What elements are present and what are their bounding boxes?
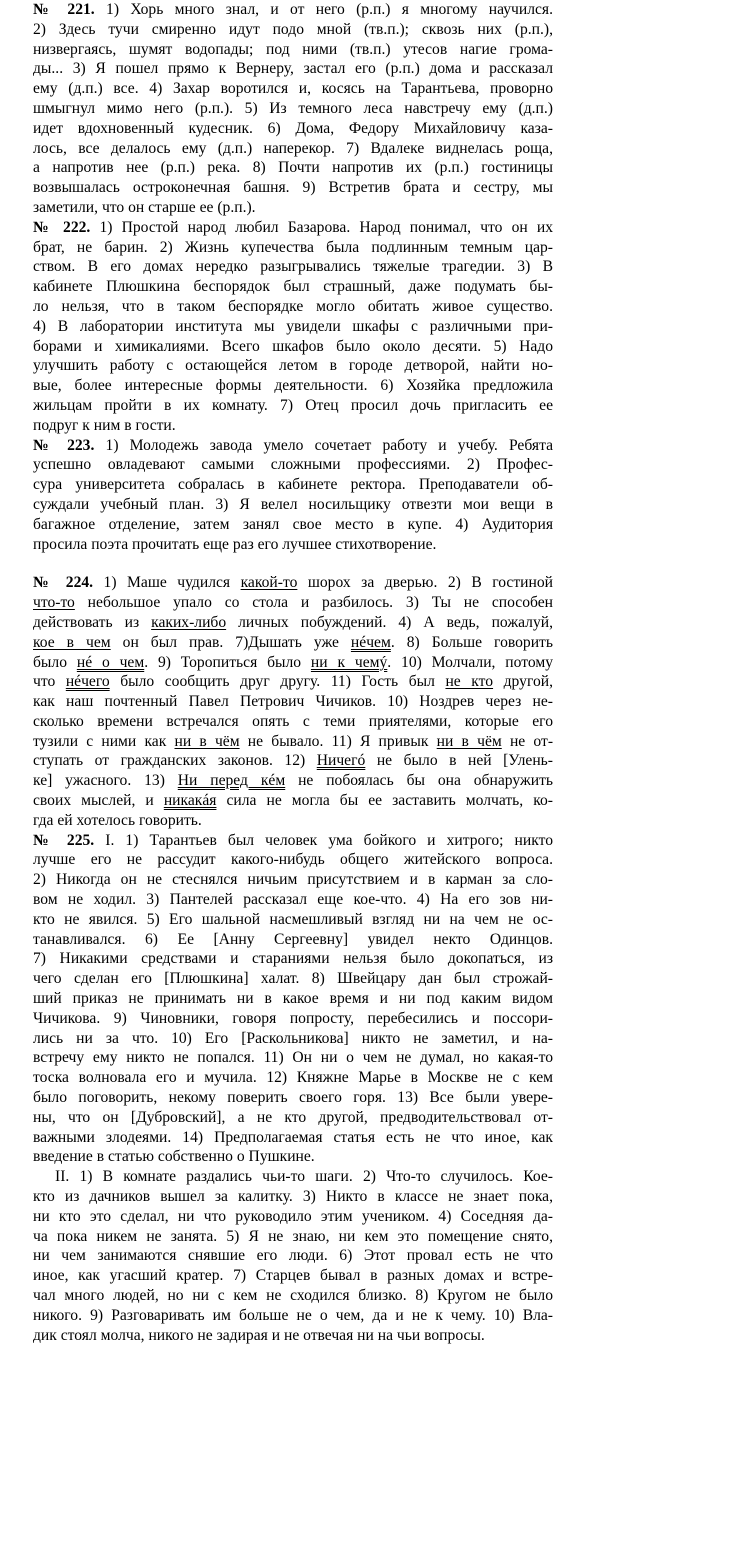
text-line: № 223. 1) Молодежь завода умело сочетает работу и учебу. Ребята	[33, 436, 553, 454]
text-line: шмыгнул мимо него (р.п.). 5) Из темного леса навстречу ему (д.п.)	[33, 99, 553, 117]
text-line: вом не ходил. 3) Пантелей рассказал еще кое-что. 4) На его зов ни-	[33, 891, 553, 909]
text-line: действовать из каких-либо личных побуждений. 4) А ведь, пожалуй,	[33, 613, 553, 631]
underlined-pronoun: ни в чём	[436, 732, 502, 750]
text-line: тоска волновала его и мучила. 12) Княжне Марье в Москве не с кем	[33, 1069, 553, 1087]
exercise-223	[33, 436, 553, 555]
exercise-number: № 225.	[33, 831, 95, 849]
exercise-225	[33, 831, 553, 1346]
text-line: Чичикова. 9) Чиновники, говоря попросту, перебесились и поссори-	[33, 1009, 553, 1027]
text-line: II. 1) В комнате раздались чьи-то шаги. 2) Что-то случилось. Кое-	[55, 1168, 553, 1186]
exercise-222	[33, 218, 553, 436]
text-line: 7) Никакими средствами и стараниями нельзя было докопаться, из	[33, 950, 553, 968]
exercise-number: № 222.	[33, 218, 91, 236]
text-line: лучше его не рассудит какого-нибудь общего житейского вопроса.	[33, 851, 553, 869]
text-line: кто из дачников вышел за калитку. 3) Никто в классе не знает пока,	[33, 1188, 553, 1206]
text-line: суждали учебный план. 3) Я велел носильщику отвезти мои вещи в	[33, 495, 553, 513]
text-line: 2) Никогда он не стеснялся ничьим присутствием и в карман за сло-	[33, 871, 553, 889]
text-line: вые, более интересные формы деятельности. 6) Хозяйка предложила	[33, 377, 553, 395]
text-line: что-то небольшое упало со стола и разбилось. 3) Ты не способен	[33, 594, 553, 612]
text-line: ды... 3) Я пошел прямо к Вернеру, застал его (р.п.) дома и рассказал	[33, 60, 553, 78]
underlined-pronoun: ни к чемý	[310, 653, 388, 671]
underlined-pronoun: каких-либо	[151, 613, 227, 631]
text-line: сура университета собралась в кабинете ректора. Преподаватели об-	[33, 476, 553, 494]
text-line: заметили, что он старше ее (р.п.).	[33, 198, 256, 216]
underlined-pronoun: какой-то	[240, 574, 298, 592]
text-line: № 224. 1) Маше чудился какой-то шорох за дверью. 2) В гостиной	[33, 574, 553, 592]
text-line: введение в статью собственно о Пушкине.	[33, 1148, 315, 1166]
text-line: кто не явился. 5) Его шальной насмешливый взгляд ни на чем не ос-	[33, 910, 553, 928]
underlined-pronoun: нéчем	[350, 633, 391, 651]
text-line: а напротив нее (р.п.) река. 8) Почти напротив их (р.п.) гостиницы	[33, 159, 553, 177]
text-line: ему (д.п.) все. 4) Захар воротился и, косясь на Тарантьева, проворно	[33, 80, 553, 98]
text-line: было поговорить, некому поверить своего горя. 13) Все были увере-	[33, 1089, 553, 1107]
text-line: ством. В его домах нередко разыгрывались тяжелые трагедии. 3) В	[33, 258, 553, 276]
text-line: ке] ужасного. 13) Ни перед кéм не побоялась бы она обнаружить	[33, 772, 554, 790]
text-line: танавливался. 6) Ее [Анну Сергеевну] увидел некто Одинцов.	[33, 930, 553, 948]
text-line: ни кто это сделал, ни что руководило этим учеником. 4) Соседняя да-	[33, 1207, 553, 1225]
text-line: дик стоял молча, никого не задирая и не отвечая ни на чьи вопросы.	[33, 1326, 485, 1344]
text-line: гда ей хотелось говорить.	[33, 811, 202, 829]
text-line: своих мыслей, и никакáя сила не могла бы ее заставить молчать, ко-	[33, 792, 553, 810]
text-line: встречу ему никто не попался. 11) Он ни о чем не думал, но какая-то	[33, 1049, 553, 1067]
text-line: № 222. 1) Простой народ любил Базарова. Народ понимал, что он их	[33, 218, 553, 236]
underlined-pronoun: Ничегó	[316, 752, 366, 770]
text-line: лось, все делалось ему (д.п.) наперекор. 7) Вдалеке виднелась роща,	[33, 139, 553, 157]
text-line: никого. 9) Разговаривать им больше не о чем, да и не к чему. 10) Вла-	[33, 1306, 553, 1324]
underlined-pronoun: нé о чем	[76, 653, 145, 671]
text-line: успешно овладевают самыми сложными профессиями. 2) Профес-	[33, 456, 553, 474]
text-line: ни чем занимаются снявшие его люди. 6) Этот провал есть не что	[33, 1247, 553, 1265]
text-line: сколько времени встречался опять с теми приятелями, которые его	[33, 712, 553, 730]
text-line: тузили с ними как ни в чём не бывало. 11) Я привык ни в чём не от-	[33, 732, 554, 750]
text-line: жильцам пройти в их комнату. 7) Отец просил дочь пригласить ее	[33, 396, 553, 414]
exercise-number: № 223.	[33, 436, 95, 454]
text-line: ступать от гражданских законов. 12) Ничегó не было в ней [Улень-	[33, 752, 553, 770]
text-line: багажное отделение, затем занял свое место в купе. 4) Аудитория	[33, 515, 553, 533]
underlined-pronoun: нéчего	[65, 673, 110, 691]
text-line: ло нельзя, что в таком беспорядке могло обитать живое существо.	[33, 297, 553, 315]
text-line: брат, не барин. 2) Жизнь купечества была подлинным темным цар-	[33, 238, 553, 256]
text-line: ший приказ не принимать ни в какое время и ни под каким видом	[33, 990, 553, 1008]
text-line: лись ни за что. 10) Его [Раскольникова] никто не заметил, и на-	[33, 1029, 553, 1047]
text-line: низвергаясь, шумят водопады; под ними (тв.п.) утесов нагие грома-	[33, 40, 553, 58]
text-line: что нéчего было сообщить друг другу. 11) Гость был не кто другой,	[33, 673, 553, 691]
exercise-number: № 224.	[33, 574, 94, 592]
exercise-224	[33, 573, 553, 830]
text-line: подруг к ним в гости.	[33, 416, 176, 434]
textbook-page	[33, 0, 553, 1345]
text-line: возвышалась остроконечная башня. 9) Встретив брата и сестру, мы	[33, 179, 553, 197]
exercise-221	[33, 0, 553, 218]
exercise-number: № 221.	[33, 1, 95, 18]
text-line: было нé о чем. 9) Торопиться было ни к чемý. 10) Молчали, потому	[33, 653, 553, 671]
text-line: важными злодеями. 14) Предполагаемая статья есть не что иное, как	[33, 1128, 553, 1146]
text-line: как наш почтенный Павел Петрович Чичиков. 10) Ноздрев через не-	[33, 693, 553, 711]
section-gap	[33, 554, 553, 573]
text-line: № 225. I. 1) Тарантьев был человек ума бойкого и хитрого; никто	[33, 831, 554, 849]
underlined-pronoun: кое в чем	[33, 633, 111, 651]
text-line: просила поэта прочитать еще раз его лучшее стихотворение.	[33, 535, 437, 553]
underlined-pronoun: никакáя	[163, 792, 217, 810]
text-line: борами и химикалиями. Всего шкафов было около десяти. 5) Надо	[33, 337, 553, 355]
text-line: 2) Здесь тучи смиренно идут подо мной (тв.п.); сквозь них (р.п.),	[33, 20, 553, 38]
text-line: № 221. 1) Хорь много знал, и от него (р.п.) я многому научился.	[33, 1, 553, 18]
underlined-pronoun: что-то	[33, 594, 75, 612]
text-line: улучшить работу с остающейся летом в городе детворой, найти но-	[33, 357, 553, 375]
text-line: кое в чем он был прав. 7)Дышать уже нéчем. 8) Больше говорить	[33, 633, 553, 651]
underlined-pronoun: не кто	[445, 673, 494, 691]
text-line: идет вдохновенный кудесник. 6) Дома, Федору Михайловичу каза-	[33, 119, 553, 137]
underlined-pronoun: ни в чём	[174, 732, 240, 750]
text-line: кабинете Плюшкина беспорядок был страшный, даже подумать бы-	[33, 278, 553, 296]
text-line: 4) В лаборатории института мы увидели шкафы с различными при-	[33, 317, 553, 335]
text-line: ны, что он [Дубровский], а не кто другой, предводительствовал от-	[33, 1108, 553, 1126]
text-line: чего сделан его [Плюшкина] халат. 8) Швейцару дан был строжай-	[33, 970, 553, 988]
text-line: чал много людей, но ни с кем не сходился близко. 8) Кругом не было	[33, 1287, 553, 1304]
underlined-pronoun: Ни перед кéм	[177, 772, 286, 790]
text-line: иное, как угасший кратер. 7) Старцев бывал в разных домах и встре-	[33, 1267, 553, 1285]
text-line: ча пока никем не занята. 5) Я не знаю, ни кем это помещение снято,	[33, 1227, 553, 1245]
